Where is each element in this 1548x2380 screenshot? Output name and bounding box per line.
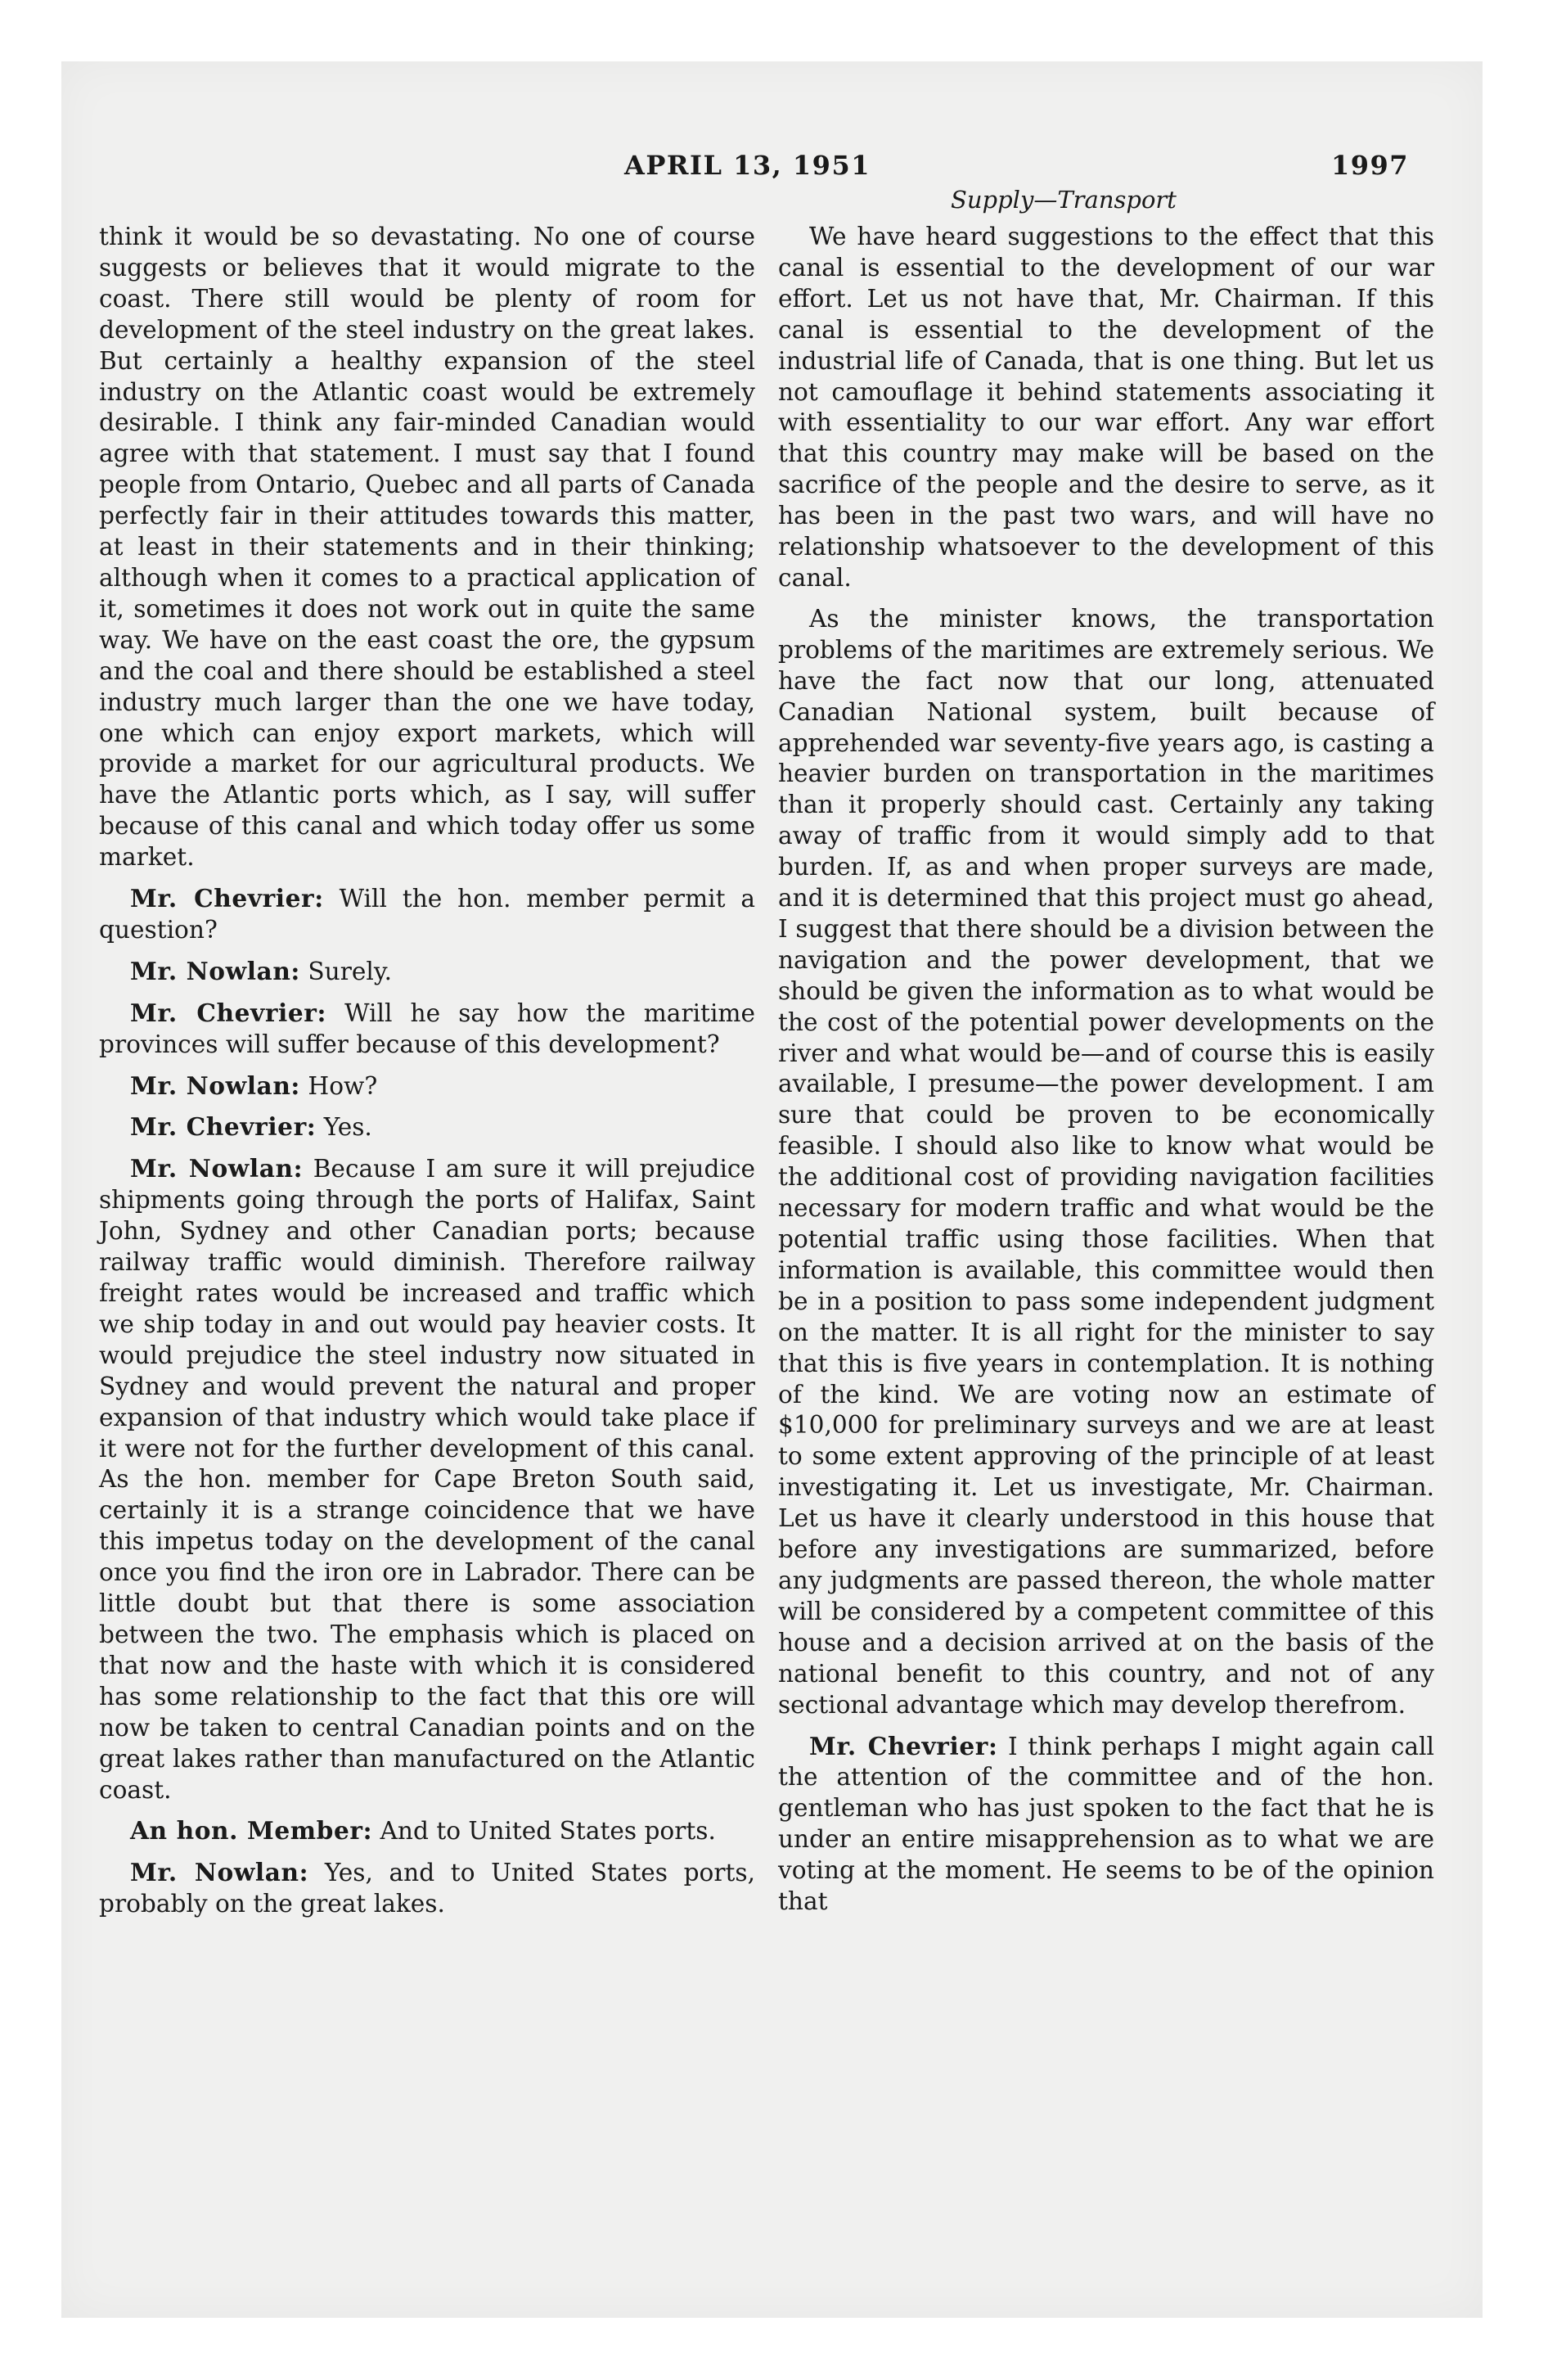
left-column bbox=[99, 222, 755, 1920]
header-date: APRIL 13, 1951 bbox=[624, 150, 871, 181]
paragraph bbox=[99, 1071, 755, 1102]
paragraph-text: How? bbox=[308, 1071, 378, 1100]
paragraph-text: Yes, and to United States ports, probably on the great lakes. bbox=[99, 1859, 755, 1918]
paragraph-text: Because I am sure it will prejudice shipments going through the ports of Halifax, Saint John, Sydney and other Canadian ports; because railway traffic would diminish. Therefore railway freight rates would be increased and traffic which we ship today in and out would pay heavier costs. It would prejudice the steel industry now situated in Sydney and would prevent the natural and proper expansion of that industry which would take place if it were not for the further development of this canal. As the hon. member for Cape Breton South said, certainly it is a strange coincidence that we have this impetus today on the development of the canal once you find the iron ore in Labrador. There can be little doubt but that there is some association between the two. The emphasis which is placed on that now and the haste with which it is considered has some relationship to the fact that this ore will now be taken to central Canadian points and on the great lakes rather than manufactured on the Atlantic coast. bbox=[99, 1155, 755, 1804]
speaker-name: Mr. Nowlan: bbox=[130, 1071, 300, 1100]
paragraph bbox=[778, 604, 1434, 1721]
page-sheet bbox=[61, 61, 1483, 2318]
paragraph-text: We have heard suggestions to the effect that this canal is essential to the development of our war effort. Let us not have that, Mr. Chairman. If this canal is essential to the development of the industrial life of Canada, that is one thing. But let us not camouflage it behind statements associating it with essentiality to our war effort. Any war effort that this country may make will be based on the sacrifice of the people and the desire to serve, as it has been in the past two wars, and will have no relationship whatsoever to the development of this canal. bbox=[778, 223, 1434, 592]
paragraph bbox=[99, 1857, 755, 1920]
speaker-name: Mr. Chevrier: bbox=[130, 998, 327, 1027]
paragraph-text: Will the hon. member permit a question? bbox=[99, 885, 755, 944]
paragraph bbox=[778, 222, 1434, 594]
paragraph-text: Will he say how the maritime provinces will suffer because of this development? bbox=[99, 998, 755, 1058]
page-number: 1997 bbox=[1330, 150, 1409, 181]
speaker-name: Mr. Nowlan: bbox=[130, 1858, 309, 1887]
paragraph bbox=[99, 998, 755, 1061]
speaker-name: Mr. Chevrier: bbox=[809, 1731, 998, 1760]
section-subtitle: Supply—Transport bbox=[951, 186, 1177, 214]
paragraph bbox=[99, 956, 755, 988]
paragraph bbox=[99, 1111, 755, 1143]
right-column bbox=[778, 222, 1434, 1918]
paragraph bbox=[99, 883, 755, 946]
paragraph-text: As the minister knows, the transportation problems of the maritimes are extremely serious. We have the fact now that our long, attenuated Canadian National system, built because of apprehended war seventy-five years ago, is casting a heavier burden on transportation in the maritimes than it properly should cast. Certainly any taking away of traffic from it would simply add to that burden. If, as and when proper surveys are made, and it is determined that this project must go ahead, I suggest that there should be a division between the navigation and the power development, that we should be given the information as to what would be the cost of the potential power developments on the river and what would be—and of course this is easily available, I presume—the power development. I am sure that could be proven to be economically feasible. I should also like to know what would be the additional cost of providing navigation facilities necessary for modern traffic and what would be the potential traffic using those facilities. When that information is available, this committee would then be in a position to pass some independent judgment on the matter. It is all right for the minister to say that this is five years in contemplation. It is nothing of the kind. We are voting now an estimate of $10,000 for preliminary surveys and we are at least to some extent approving of the principle of at least investigating it. Let us investigate, Mr. Chairman. Let us have it clearly understood in this house that before any investigations are summarized, before any judgments are passed thereon, the whole matter will be considered by a competent committee of this house and a decision arrived at on the basis of the national benefit to this country, and not of any sectional advantage which may develop therefrom. bbox=[778, 604, 1434, 1719]
paragraph bbox=[99, 1815, 755, 1847]
paragraph-text: Surely. bbox=[308, 957, 393, 985]
speaker-name: Mr. Nowlan: bbox=[130, 1154, 304, 1183]
paragraph bbox=[778, 1731, 1434, 1918]
speaker-name: An hon. Member: bbox=[130, 1816, 373, 1846]
paragraph-text: And to United States ports. bbox=[380, 1817, 716, 1846]
speaker-name: Mr. Nowlan: bbox=[130, 956, 300, 985]
speaker-name: Mr. Chevrier: bbox=[130, 1112, 317, 1142]
paragraph-text: I think perhaps I might again call the attention of the committee and of the hon. gentleman who has just spoken to the fact that he is under an entire misapprehension as to what we are voting at the moment. He seems to be of the opinion that bbox=[778, 1732, 1434, 1916]
speaker-name: Mr. Chevrier: bbox=[130, 884, 324, 913]
paragraph-text: Yes. bbox=[323, 1113, 372, 1142]
paragraph bbox=[99, 1153, 755, 1805]
paragraph bbox=[99, 222, 755, 873]
paragraph-text: think it would be so devastating. No one of course suggests or believes that it would migrate to the coast. There still would be plenty of room for development of the steel industry on the great lakes. But certainly a healthy expansion of the steel industry on the Atlantic coast would be extremely desirable. I think any fair-minded Canadian would agree with that statement. I must say that I found people from Ontario, Quebec and all parts of Canada perfectly fair in their attitudes towards this matter, at least in their statements and in their thinking; although when it comes to a practical application of it, sometimes it does not work out in quite the same way. We have on the east coast the ore, the gypsum and the coal and there should be established a steel industry much larger than the one we have today, one which can enjoy export markets, which will provide a market for our agricultural products. We have the Atlantic ports which, as I say, will suffer because of this canal and which today offer us some market. bbox=[99, 223, 755, 872]
